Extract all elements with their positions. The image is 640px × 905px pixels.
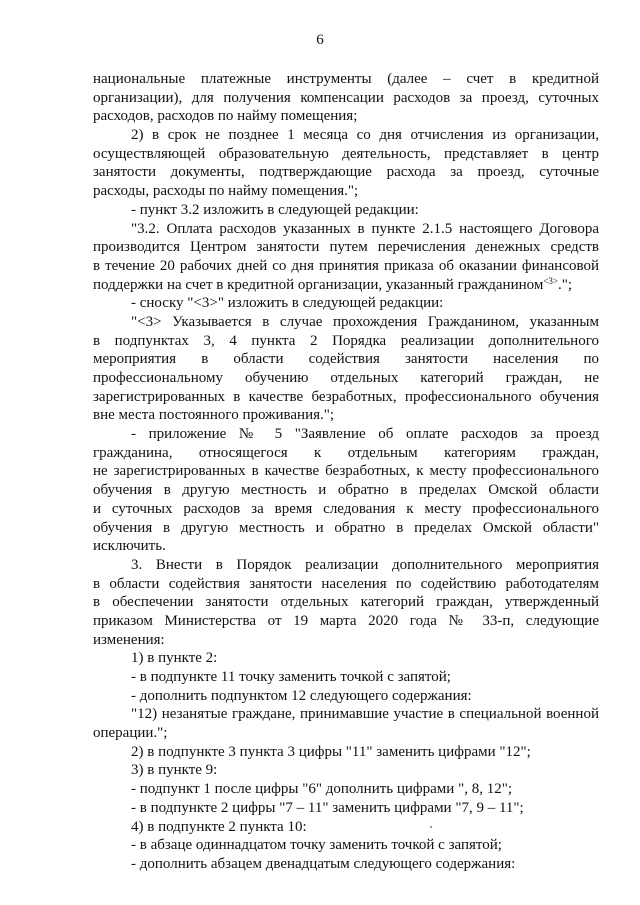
text-line xyxy=(93,743,599,762)
text-line xyxy=(93,500,599,519)
text-line-content: в подпунктах 3, 4 пункта 2 Порядка реализации дополнительного xyxy=(93,332,599,349)
text-line-content: гражданина, относящегося к отдельным категориям граждан, xyxy=(93,444,599,461)
text-line xyxy=(93,350,599,369)
text-line xyxy=(93,780,599,799)
text-line xyxy=(93,145,599,164)
text-line xyxy=(93,462,599,481)
text-line-content: зарегистрированных в качестве безработных, профессионального обучения xyxy=(93,388,599,405)
text-line xyxy=(93,481,599,500)
text-line-content: 3) в пункте 9: xyxy=(131,762,218,779)
text-line xyxy=(93,687,599,706)
text-line-content: - пункт 3.2 изложить в следующей редакции: xyxy=(131,201,419,218)
text-line-content: организации), для получения компенсации расходов за проезд, суточных xyxy=(93,89,599,106)
text-line xyxy=(93,705,599,724)
text-line-content: осуществляющей образовательную деятельность, представляет в центр xyxy=(93,145,599,162)
text-line xyxy=(93,70,599,89)
text-line xyxy=(93,631,599,650)
text-line-content: приказом Министерства от 19 марта 2020 года № 33-п, следующие xyxy=(93,612,599,629)
text-line xyxy=(93,575,599,594)
text-line-content: - дополнить подпунктом 12 следующего содержания: xyxy=(131,687,472,704)
text-line xyxy=(93,761,599,780)
text-line xyxy=(93,799,599,818)
text-line-content: - дополнить абзацем двенадцатым следующего содержания: xyxy=(131,855,516,872)
text-line-content: 2) в срок не позднее 1 месяца со дня отчисления из организации, xyxy=(131,127,599,144)
text-line xyxy=(93,107,599,126)
text-line-content: "12) незанятые граждане, принимавшие участие в специальной военной xyxy=(131,706,599,723)
text-line xyxy=(93,444,599,463)
text-line-content: операции."; xyxy=(93,725,168,742)
footnote-marker: <3> xyxy=(543,275,558,286)
text-line-content: производится Центром занятости путем перечисления денежных средств xyxy=(93,239,599,256)
text-line xyxy=(93,294,599,313)
text-line-content: - приложение № 5 "Заявление об оплате расходов за проезд xyxy=(131,426,599,443)
text-line xyxy=(93,238,599,257)
text-line-content: - в абзаце одиннадцатом точку заменить точкой с запятой; xyxy=(131,837,502,854)
text-line xyxy=(93,201,599,220)
text-line xyxy=(93,668,599,687)
text-line-content: обучения в другую местность и обратно в пределах Омской области" xyxy=(93,519,599,536)
text-line-content: вне места постоянного проживания."; xyxy=(93,407,335,424)
text-line xyxy=(93,425,599,444)
text-line-content: мероприятия в области содействия занятости населения по xyxy=(93,351,599,368)
text-line xyxy=(93,220,599,239)
scan-speck xyxy=(430,826,432,828)
text-line-content: в обеспечении занятости отдельных категорий граждан, утвержденный xyxy=(93,594,599,611)
text-line xyxy=(93,649,599,668)
text-line xyxy=(93,537,599,556)
text-line-content: "3.2. Оплата расходов указанных в пункте 2.1.5 настоящего Договора xyxy=(131,220,599,237)
text-line-content: расходы, расходы по найму помещения."; xyxy=(93,183,359,200)
text-line xyxy=(93,369,599,388)
text-line xyxy=(93,519,599,538)
text-line-content: 3. Внести в Порядок реализации дополнительного мероприятия xyxy=(131,556,599,573)
text-line-content: в течение 20 рабочих дней со дня принятия приказа об оказании финансовой xyxy=(93,257,599,274)
text-line-content: - подпункт 1 после цифры "6" дополнить цифрами ", 8, 12"; xyxy=(131,781,512,798)
text-line-content: 1) в пункте 2: xyxy=(131,650,218,667)
text-line-content: - в подпункте 2 цифры "7 – 11" заменить цифрами "7, 9 – 11"; xyxy=(131,799,524,816)
text-line xyxy=(93,126,599,145)
text-line xyxy=(93,556,599,575)
text-line xyxy=(93,332,599,351)
text-line-content: обучения в другую местность и обратно в пределах Омской области xyxy=(93,482,599,499)
text-line-content: и суточных расходов за время следования к месту профессионального xyxy=(93,500,599,517)
text-line xyxy=(93,276,599,295)
text-line xyxy=(93,612,599,631)
text-line-content: национальные платежные инструменты (далее – счет в кредитной xyxy=(93,71,599,87)
text-line-suffix: ."; xyxy=(558,276,573,293)
text-line xyxy=(93,163,599,182)
text-line-content: поддержки на счет в кредитной организации, указанный гражданином xyxy=(93,276,544,293)
text-line-content: профессиональному обучению отдельных категорий граждан, не xyxy=(93,370,599,386)
text-line xyxy=(93,89,599,108)
text-line xyxy=(93,388,599,407)
text-line xyxy=(93,313,599,332)
text-line-content: исключить. xyxy=(93,538,166,555)
text-line xyxy=(93,182,599,201)
text-line-content: 4) в подпункте 2 пункта 10: xyxy=(131,818,307,835)
text-line xyxy=(93,593,599,612)
text-line xyxy=(93,406,599,425)
text-line-content: занятости документы, подтверждающие расхода за проезд, суточные xyxy=(93,164,599,181)
text-line-content: - сноску "<3>" изложить в следующей редакции: xyxy=(131,295,444,312)
text-line xyxy=(93,855,599,874)
text-line-content: 2) в подпункте 3 пункта 3 цифры "11" заменить цифрами "12"; xyxy=(131,743,531,760)
document-body xyxy=(93,70,599,874)
text-line-content: в области содействия занятости населения по содействию работодателям xyxy=(93,575,599,592)
page-number: 6 xyxy=(316,32,324,48)
text-line xyxy=(93,724,599,743)
text-line xyxy=(93,818,599,837)
text-line-content: не зарегистрированных в качестве безработных, к месту профессионального xyxy=(93,463,599,480)
text-line-content: "<3> Указывается в случае прохождения Гражданином, указанным xyxy=(131,313,599,330)
text-line-content: расходов, расходов по найму помещения; xyxy=(93,108,358,125)
text-line xyxy=(93,836,599,855)
text-line xyxy=(93,257,599,276)
text-line-content: - в подпункте 11 точку заменить точкой с запятой; xyxy=(131,669,451,685)
text-line-content: изменения: xyxy=(93,631,165,648)
